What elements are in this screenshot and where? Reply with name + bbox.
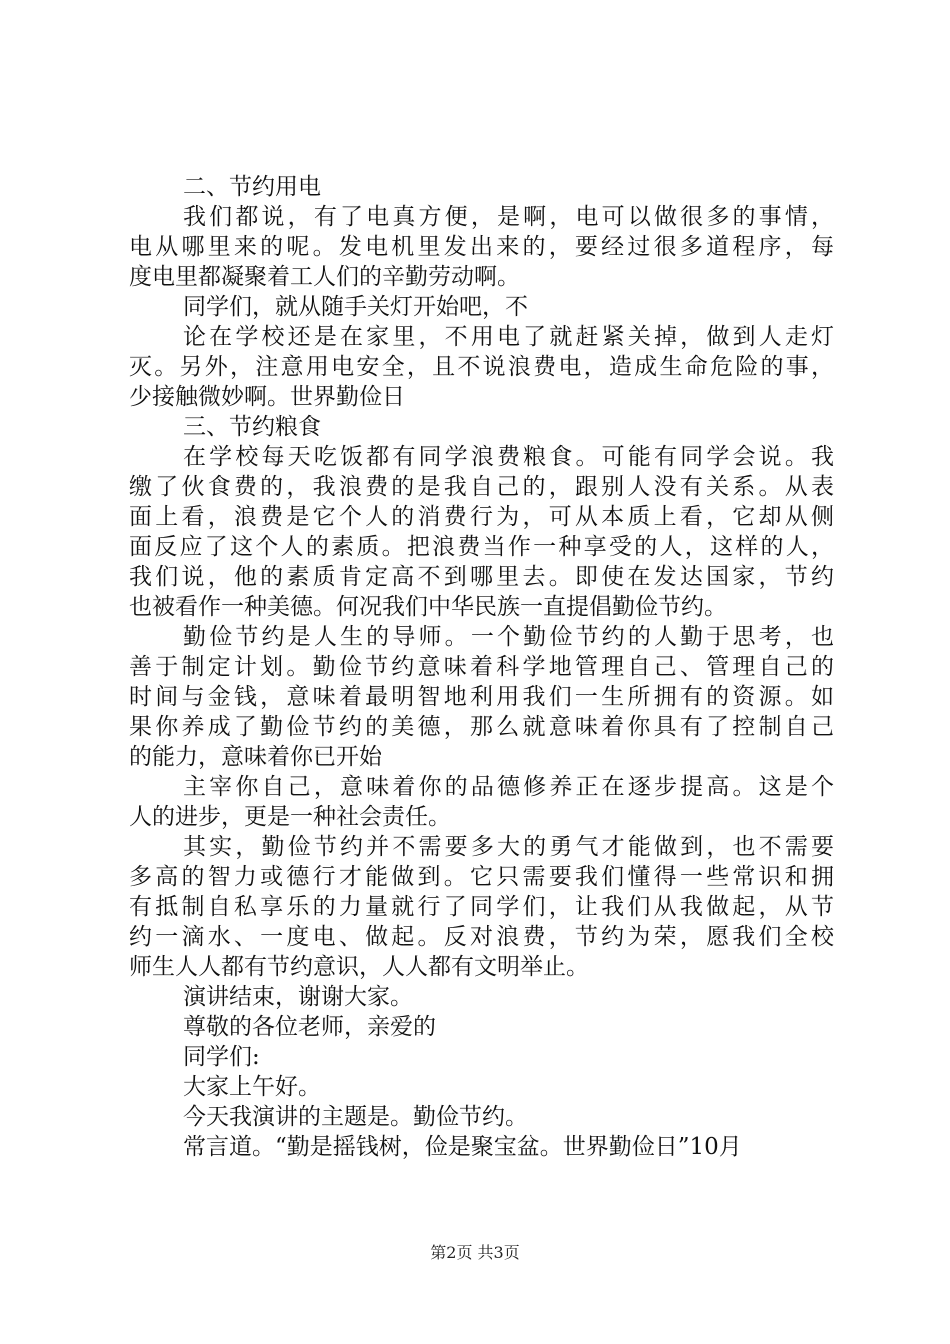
- text-line: 勤俭节约是人生的导师。一个勤俭节约的人勤于思考，也: [183, 624, 834, 650]
- text-line: 灭。另外，注意用电安全，且不说浪费电，造成生命危险的事，: [129, 354, 834, 380]
- text-line: 论在学校还是在家里，不用电了就赶紧关掉，做到人走灯: [183, 324, 834, 350]
- text-line: 主宰你自己，意味着你的品德修养正在逐步提高。这是个: [183, 774, 834, 800]
- text-line: 也被看作一种美德。何况我们中华民族一直提倡勤俭节约。: [129, 594, 727, 620]
- text-line: 常言道。“勤是摇钱树，俭是聚宝盆。世界勤俭日”10月: [183, 1134, 742, 1160]
- text-line: 大家上午好。: [183, 1074, 321, 1100]
- text-line: 同学们，就从随手关灯开始吧，不: [183, 294, 528, 320]
- text-line: 度电里都凝聚着工人们的辛勤劳动啊。: [129, 264, 520, 290]
- text-line: 少接触微妙啊。世界勤俭日: [129, 384, 405, 410]
- text-line: 果你养成了勤俭节约的美德，那么就意味着你具有了控制自己: [129, 714, 834, 740]
- text-line: 尊敬的各位老师，亲爱的: [183, 1014, 436, 1040]
- text-line: 三、节约粮食: [183, 414, 321, 440]
- text-line: 人的进步，更是一种社会责任。: [129, 804, 451, 830]
- text-line: 其实，勤俭节约并不需要多大的勇气才能做到，也不需要: [183, 834, 834, 860]
- text-line: 时间与金钱，意味着最明智地利用我们一生所拥有的资源。如: [129, 684, 834, 710]
- page-footer: 第2页 共3页: [430, 1243, 520, 1262]
- text-line: 我们都说，有了电真方便，是啊，电可以做很多的事情，: [183, 204, 834, 230]
- text-line: 有抵制自私享乐的力量就行了同学们，让我们从我做起，从节: [129, 894, 834, 920]
- text-line: 电从哪里来的呢。发电机里发出来的，要经过很多道程序，每: [129, 234, 834, 260]
- text-line: 的能力，意味着你已开始: [129, 744, 382, 770]
- text-line: 师生人人都有节约意识，人人都有文明举止。: [129, 954, 589, 980]
- text-line: 面上看，浪费是它个人的消费行为，可从本质上看，它却从侧: [129, 504, 834, 530]
- text-line: 约一滴水、一度电、做起。反对浪费，节约为荣，愿我们全校: [129, 924, 834, 950]
- document-body: [129, 172, 834, 1162]
- text-line: 在学校每天吃饭都有同学浪费粮食。可能有同学会说。我: [183, 444, 834, 470]
- text-line: 多高的智力或德行才能做到。它只需要我们懂得一些常识和拥: [129, 864, 834, 890]
- text-line: 缴了伙食费的，我浪费的是我自己的，跟别人没有关系。从表: [129, 474, 834, 500]
- text-line: 同学们:: [183, 1044, 260, 1070]
- text-line: 面反应了这个人的素质。把浪费当作一种享受的人，这样的人，: [129, 534, 834, 560]
- text-line: 演讲结束，谢谢大家。: [183, 984, 413, 1010]
- text-line: 今天我演讲的主题是。勤俭节约。: [183, 1104, 528, 1130]
- text-line: 善于制定计划。勤俭节约意味着科学地管理自己、管理自己的: [129, 654, 834, 680]
- text-line: 我们说，他的素质肯定高不到哪里去。即使在发达国家，节约: [129, 564, 834, 590]
- text-line: 二、节约用电: [183, 174, 321, 200]
